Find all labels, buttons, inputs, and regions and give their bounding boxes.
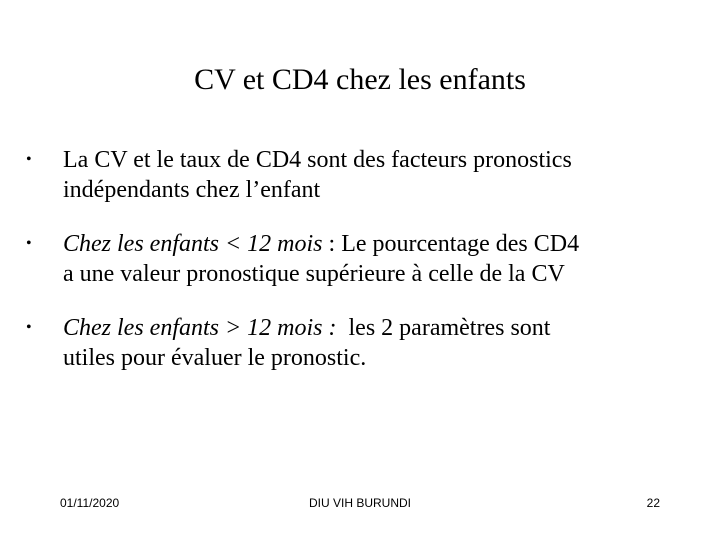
bullet-line: indépendants chez l’enfant	[63, 177, 321, 203]
bullet-line: utiles pour évaluer le pronostic.	[63, 345, 367, 371]
bullet-text	[63, 313, 683, 373]
bullet-line-rest: les 2 paramètres sont	[336, 315, 551, 341]
footer-date: 01/11/2020	[60, 496, 120, 510]
slide-title: CV et CD4 chez les enfants	[194, 63, 526, 96]
bullet-line	[63, 313, 683, 343]
bullet-marker: •	[26, 151, 32, 168]
bullet-italic-text: Chez les enfants < 12 mois	[63, 231, 323, 257]
bullet-line: La CV et le taux de CD4 sont des facteurs pronostics	[63, 147, 572, 173]
bullet-line	[63, 229, 683, 259]
bullet-marker: •	[26, 235, 32, 252]
footer-center-text: DIU VIH BURUNDI	[308, 496, 411, 510]
bullet-marker: •	[26, 319, 32, 336]
bullet-italic-text: Chez les enfants > 12 mois :	[63, 315, 337, 341]
page-number: 22	[646, 496, 660, 510]
bullet-line: a une valeur pronostique supérieure à celle de la CV	[63, 261, 565, 287]
bullet-line-rest: : Le pourcentage des CD4	[322, 231, 580, 257]
bullet-text	[63, 229, 683, 289]
bullet-text	[63, 145, 683, 205]
